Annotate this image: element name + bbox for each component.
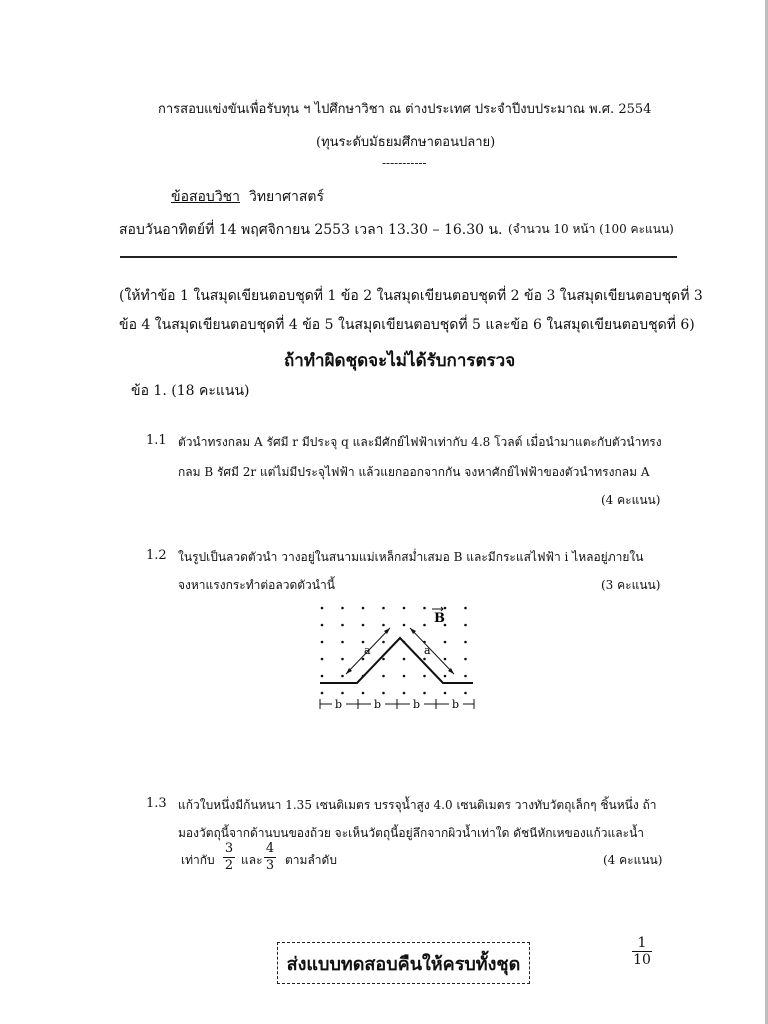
frac-1-numerator: 3	[224, 841, 234, 856]
field-dot	[362, 641, 365, 644]
field-dot	[403, 675, 406, 678]
page-total: 10	[633, 952, 651, 968]
frac-2-denominator: 3	[265, 858, 275, 873]
q1-3-line-3-mid: และ	[241, 853, 263, 867]
field-dot	[444, 641, 447, 644]
q1-3-number: 1.3	[146, 796, 167, 811]
subject-line	[171, 186, 324, 208]
q1-3-score: (4 คะแนน)	[603, 853, 663, 867]
field-dot	[382, 607, 385, 610]
field-dot	[341, 641, 344, 644]
field-dot	[341, 607, 344, 610]
field-dot	[464, 607, 467, 610]
segment-label-4: b	[452, 698, 460, 711]
q1-1-line-1: ตัวนำทรงกลม A รัศมี r มีประจุ q และมีศักย์ไฟฟ้าเท่ากับ 4.8 โวลต์ เมื่อนำมาแตะกับตัวนำทรง	[178, 435, 662, 449]
subject-label: ข้อสอบวิชา	[171, 189, 241, 205]
field-dot	[321, 607, 324, 610]
field-dot	[382, 658, 385, 661]
q1-2-score: (3 คะแนน)	[601, 578, 661, 592]
q1-2-line-1: ในรูปเป็นลวดตัวนำ วางอยู่ในสนามแม่เหล็กสม่ำเสมอ B และมีกระแสไฟฟ้า i ไหลอยู่ภายใน	[178, 550, 644, 564]
wrong-set-warning: ถ้าทำผิดชุดจะไม่ได้รับการตรวจ	[284, 351, 516, 371]
page-current: 1	[637, 935, 647, 951]
field-dot	[321, 692, 324, 695]
instructions-line-2: ข้อ 4 ในสมุดเขียนตอบชุดที่ 4 ข้อ 5 ในสมุดเขียนตอบชุดที่ 5 และข้อ 6 ในสมุดเขียนตอบชุดที่ 6)	[119, 317, 695, 333]
right-side-dimension	[410, 628, 454, 674]
field-dot	[444, 658, 447, 661]
exam-title: การสอบแข่งขันเพื่อรับทุน ฯ ไปศึกษาวิชา ณ ต่างประเทศ ประจำปีงบประมาณ พ.ศ. 2554	[158, 102, 652, 117]
field-dot	[464, 624, 467, 627]
q1-2-line-2: จงหาแรงกระทำต่อลวดตัวนำนี้	[178, 578, 335, 592]
right-side-label: a	[424, 644, 431, 657]
field-dot	[423, 692, 426, 695]
refractive-index-glass	[223, 842, 235, 873]
q1-3-line-1: แก้วใบหนึ่งมีก้นหนา 1.35 เซนติเมตร บรรจุน้ำสูง 4.0 เซนติเมตร วางทับวัตถุเล็กๆ ชิ้นหนึ่ง ถ้า	[178, 798, 657, 812]
wire-figure	[312, 598, 482, 720]
segment-label-2: b	[374, 698, 382, 711]
field-dot	[464, 675, 467, 678]
exam-datetime: สอบวันอาทิตย์ที่ 14 พฤศจิกายน 2553 เวลา 13.30 – 16.30 น.	[119, 222, 503, 238]
question-1-heading: ข้อ 1. (18 คะแนน)	[131, 383, 250, 399]
field-dot	[321, 675, 324, 678]
field-dot	[321, 641, 324, 644]
field-dot	[444, 692, 447, 695]
field-dot	[321, 658, 324, 661]
header-separator: -----------	[382, 156, 427, 170]
field-dot	[382, 624, 385, 627]
q1-3-line-3-prefix: เท่ากับ	[181, 853, 215, 867]
q1-1-score: (4 คะแนน)	[601, 493, 661, 507]
subject-name: วิทยาศาสตร์	[248, 189, 325, 205]
field-dot	[362, 607, 365, 610]
field-dot	[444, 675, 447, 678]
frac-1-denominator: 2	[224, 858, 234, 873]
field-dot	[341, 675, 344, 678]
field-dot	[382, 675, 385, 678]
field-dot	[403, 624, 406, 627]
q1-3-line-2: มองวัตถุนี้จากด้านบนของถ้วย จะเห็นวัตถุนี้อยู่ลึกจากผิวน้ำเท่าใด ดัชนีหักเหของแก้วและน้ำ	[178, 826, 645, 840]
pages-score: (จำนวน 10 หน้า (100 คะแนน)	[508, 222, 674, 236]
field-dot	[382, 692, 385, 695]
instructions-line-1: (ให้ทำข้อ 1 ในสมุดเขียนตอบชุดที่ 1 ข้อ 2 ในสมุดเขียนตอบชุดที่ 2 ข้อ 3 ในสมุดเขียนตอบชุดที่ 3	[119, 288, 703, 304]
refractive-index-water	[264, 842, 276, 873]
header-divider	[120, 256, 677, 258]
exam-subtitle: (ทุนระดับมัธยมศึกษาตอนปลาย)	[316, 135, 496, 150]
return-exam-notice: ส่งแบบทดสอบคืนให้ครบทั้งชุด	[277, 942, 530, 984]
field-dot	[464, 692, 467, 695]
field-dot	[382, 641, 385, 644]
field-dot	[403, 692, 406, 695]
field-dot	[444, 607, 447, 610]
segment-label-3: b	[413, 698, 421, 711]
field-dot	[464, 658, 467, 661]
field-dot	[341, 624, 344, 627]
segment-label-1: b	[335, 698, 343, 711]
field-dot	[423, 624, 426, 627]
field-dot	[423, 607, 426, 610]
field-b-label: B	[434, 611, 445, 626]
field-dot	[423, 675, 426, 678]
field-dot	[362, 624, 365, 627]
field-dot	[341, 692, 344, 695]
field-dot	[341, 658, 344, 661]
field-dot	[464, 641, 467, 644]
field-dot	[403, 607, 406, 610]
frac-2-numerator: 4	[265, 841, 275, 856]
q1-3-line-3-suffix: ตามลำดับ	[285, 853, 337, 867]
q1-1-number: 1.1	[146, 433, 167, 448]
field-dot	[423, 658, 426, 661]
field-dot	[362, 692, 365, 695]
field-dot	[321, 624, 324, 627]
field-dot	[403, 658, 406, 661]
page-number	[632, 936, 652, 967]
q1-1-line-2: กลม B รัศมี 2r แต่ไม่มีประจุไฟฟ้า แล้วแยกออกจากกัน จงหาศักย์ไฟฟ้าของตัวนำทรงกลม A	[178, 465, 650, 479]
left-side-label: a	[364, 644, 371, 657]
q1-2-number: 1.2	[146, 548, 167, 563]
field-dot	[362, 658, 365, 661]
